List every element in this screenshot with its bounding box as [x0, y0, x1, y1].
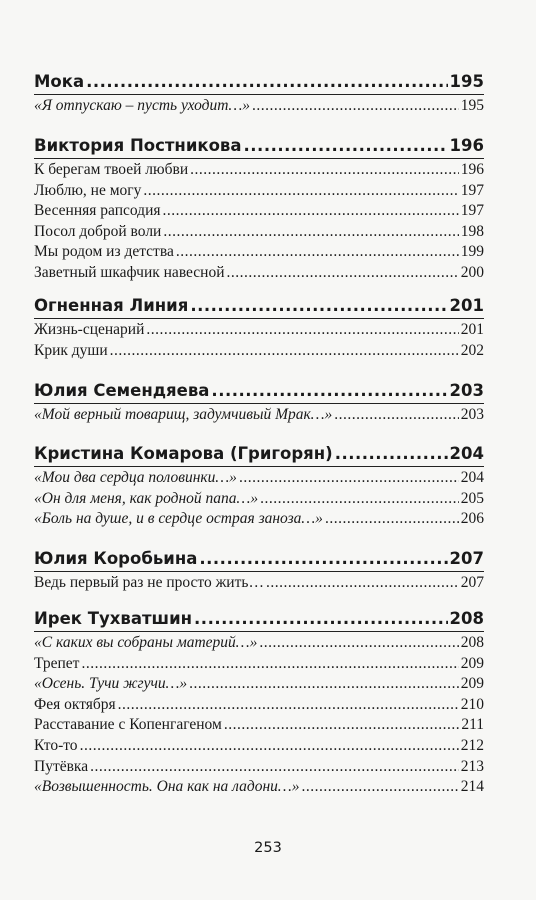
entry-page-number: 210 [460, 695, 484, 713]
toc-entry [34, 737, 484, 757]
author-page-number: 208 [449, 609, 484, 628]
author-name: Ирек Тухватшин [34, 609, 193, 628]
toc-entry [34, 510, 484, 530]
entry-title: Заветный шкафчик навесной [34, 264, 225, 281]
entry-title: Путёвка [34, 757, 89, 775]
entry-page-number: 202 [460, 341, 484, 359]
toc-entry [34, 97, 484, 117]
dot-leader [163, 202, 459, 220]
entry-page-number: 201 [460, 321, 484, 338]
author-name: Кристина Комарова (Григорян) [34, 444, 333, 463]
toc-entry [34, 675, 484, 695]
author-heading [34, 381, 484, 403]
entry-page-number: 200 [460, 264, 484, 281]
entry-title: Расставание с Копенгагеном [34, 716, 222, 734]
entry-page-number: 196 [460, 161, 484, 178]
entry-page-number: 212 [460, 737, 484, 754]
author-page-number: 195 [449, 72, 484, 91]
dot-leader [81, 655, 458, 673]
dot-leader [335, 444, 448, 463]
dot-leader [90, 758, 459, 776]
entry-title: «Возвышенность. Она как на ладони…» [34, 778, 300, 796]
toc-entry [34, 778, 484, 798]
entry-title: Кто-то [34, 737, 78, 754]
dot-leader [266, 574, 459, 592]
toc-entry [34, 758, 484, 778]
entry-page-number: 209 [460, 654, 484, 672]
author-page-number: 203 [449, 381, 484, 400]
toc-entry [34, 655, 484, 675]
dot-leader [189, 675, 459, 693]
author-name: Огненная Линия [34, 296, 189, 315]
entry-page-number: 204 [460, 469, 484, 486]
dot-leader [239, 469, 459, 487]
entry-title: Крик души [34, 341, 108, 359]
dot-leader [301, 778, 458, 796]
entry-title: Мы родом из детства [34, 243, 174, 261]
dot-leader [176, 243, 459, 261]
entry-title: «Я отпускаю – пусть уходит…» [34, 97, 250, 114]
dot-leader [334, 406, 458, 424]
entry-page-number: 209 [460, 675, 484, 693]
entry-title: Весенняя рапсодия [34, 202, 161, 220]
entry-page-number: 211 [461, 716, 484, 734]
dot-leader [190, 296, 447, 315]
entry-title: Люблю, не могу [34, 181, 142, 199]
dot-leader [199, 549, 447, 568]
entry-title: Фея октября [34, 695, 116, 713]
dot-leader [143, 182, 458, 200]
toc-entry [34, 634, 484, 654]
author-underline [34, 403, 484, 404]
dot-leader [252, 97, 459, 115]
toc-entry [34, 469, 484, 489]
author-page-number: 204 [449, 444, 484, 463]
entry-title: «Он для меня, как родной папа…» [34, 489, 259, 507]
entry-title: «Мои два сердца половинки…» [34, 469, 237, 486]
author-name: Юлия Коробьина [34, 549, 198, 568]
author-underline [34, 318, 484, 319]
dot-leader [118, 696, 459, 714]
dot-leader [86, 72, 447, 91]
dot-leader [260, 490, 459, 508]
toc-entry [34, 696, 484, 716]
entry-title: «С каких вы собраны материй…» [34, 634, 258, 651]
toc-entry [34, 161, 484, 181]
author-heading [34, 609, 484, 631]
toc-entry [34, 202, 484, 222]
author-name: Мока [34, 72, 85, 91]
toc-entry [34, 406, 484, 426]
author-heading [34, 136, 484, 158]
dot-leader [325, 510, 459, 528]
toc-entry [34, 182, 484, 202]
author-name: Виктория Постникова [34, 136, 242, 155]
dot-leader [244, 136, 448, 155]
dot-leader [224, 716, 460, 734]
author-page-number: 201 [449, 296, 484, 315]
entry-page-number: 205 [460, 489, 484, 507]
toc-entry [34, 321, 484, 341]
page-number: 253 [254, 840, 282, 856]
entry-page-number: 203 [460, 406, 484, 423]
dot-leader [190, 161, 459, 179]
author-heading [34, 444, 484, 466]
entry-page-number: 195 [460, 97, 484, 114]
dot-leader [259, 634, 458, 652]
entry-page-number: 213 [460, 757, 484, 775]
dot-leader [163, 223, 458, 241]
toc-entry [34, 574, 484, 594]
author-heading [34, 549, 484, 571]
entry-title: Трепет [34, 654, 80, 672]
author-underline [34, 94, 484, 95]
entry-page-number: 214 [460, 778, 484, 796]
entry-title: К берегам твоей любви [34, 161, 189, 178]
entry-title: Жизнь-сценарий [34, 321, 145, 338]
toc-entry [34, 716, 484, 736]
entry-title: Ведь первый раз не просто жить… [34, 574, 264, 591]
entry-page-number: 206 [460, 510, 484, 528]
author-underline [34, 466, 484, 467]
entry-page-number: 197 [460, 202, 484, 220]
entry-title: Посол доброй воли [34, 222, 162, 240]
toc-entry [34, 223, 484, 243]
author-name: Юлия Семендяева [34, 381, 210, 400]
author-page-number: 196 [449, 136, 484, 155]
entry-page-number: 199 [460, 243, 484, 261]
entry-page-number: 208 [460, 634, 484, 651]
entry-page-number: 198 [460, 222, 484, 240]
entry-title: «Боль на душе, и в сердце острая заноза…» [34, 510, 323, 528]
author-underline [34, 158, 484, 159]
entry-page-number: 207 [460, 574, 484, 591]
author-page-number: 207 [449, 549, 484, 568]
author-heading [34, 72, 484, 94]
dot-leader [227, 264, 459, 282]
dot-leader [146, 321, 458, 339]
entry-title: «Осень. Тучи жгучи…» [34, 675, 188, 693]
author-underline [34, 631, 484, 632]
entry-page-number: 197 [460, 181, 484, 199]
toc-entry [34, 264, 484, 284]
dot-leader [211, 381, 447, 400]
toc-entry [34, 490, 484, 510]
author-underline [34, 571, 484, 572]
dot-leader [110, 342, 459, 360]
dot-leader [194, 609, 448, 628]
toc-entry [34, 342, 484, 362]
toc-entry [34, 243, 484, 263]
entry-title: «Мой верный товарищ, задумчивый Мрак…» [34, 406, 333, 423]
author-heading [34, 296, 484, 318]
dot-leader [80, 737, 459, 755]
